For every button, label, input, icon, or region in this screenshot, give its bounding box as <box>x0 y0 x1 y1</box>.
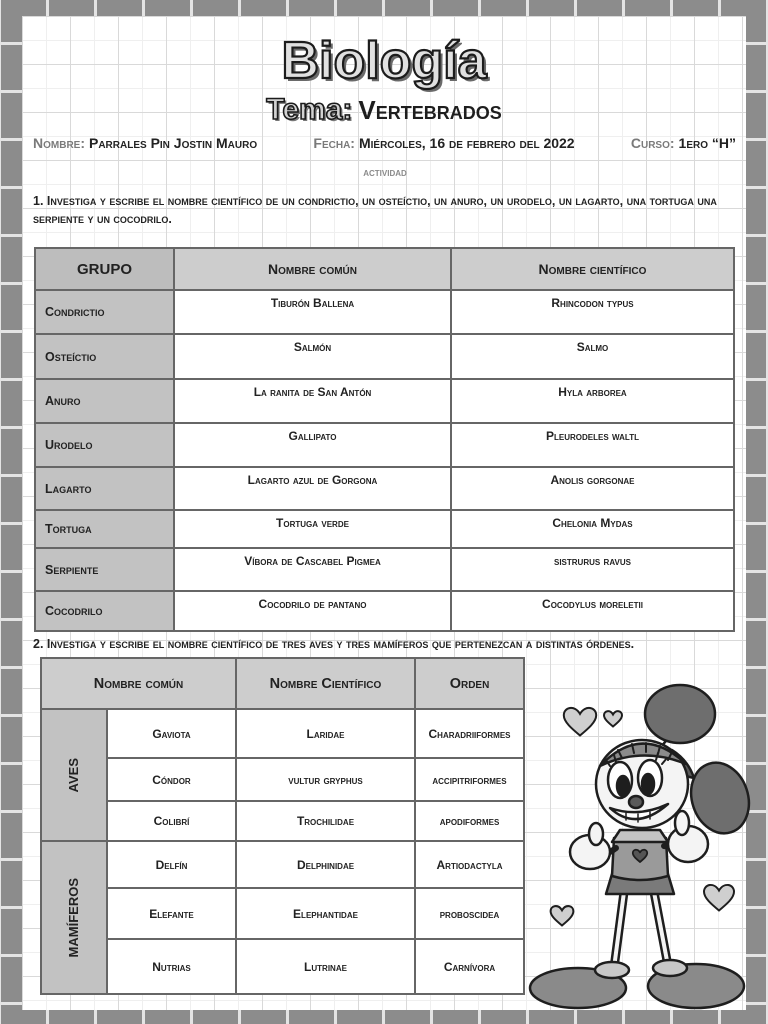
group-cell-mammals <box>41 841 107 994</box>
scientific-name-cell: Elephantidae <box>236 888 415 939</box>
table-row <box>35 510 734 548</box>
order-cell: accipitriformes <box>415 758 524 801</box>
heart-icon <box>604 711 622 726</box>
common-name-cell: Tortuga verde <box>174 510 451 548</box>
vertebrates-table <box>34 247 735 632</box>
scientific-name-cell: Chelonia Mydas <box>451 510 734 548</box>
activity-label: actividad <box>363 165 407 179</box>
topic-line <box>0 93 768 132</box>
common-name-cell: Tiburón Ballena <box>174 290 451 334</box>
group-label-mammals: MAMÍFEROS <box>66 877 81 958</box>
group-cell: Condrictio <box>35 290 174 334</box>
common-name-cell: Colibrí <box>107 801 236 841</box>
table-header-row <box>35 248 734 290</box>
table-row <box>41 939 524 994</box>
order-cell: Carnívora <box>415 939 524 994</box>
scientific-name-cell: Delphinidae <box>236 841 415 888</box>
order-cell: Charadriiformes <box>415 709 524 758</box>
header-order: Orden <box>415 658 524 709</box>
table-row <box>35 379 734 423</box>
header-scientific-name: Nombre científico <box>451 248 734 290</box>
collar <box>612 830 668 842</box>
scientific-name-cell: Salmo <box>451 334 734 379</box>
course-label: Curso: <box>630 135 675 151</box>
common-name-cell: Salmón <box>174 334 451 379</box>
name-field <box>33 133 257 153</box>
scientific-name-cell: sistrurus ravus <box>451 548 734 591</box>
cartoon-character-illustration <box>522 680 754 1016</box>
scientific-name-cell: Anolis gorgonae <box>451 467 734 510</box>
student-info-line <box>33 133 736 153</box>
scientific-name-cell: Rhincodon typus <box>451 290 734 334</box>
date-value: Miércoles, 16 de febrero del 2022 <box>358 135 575 151</box>
table-header-row <box>41 658 524 709</box>
group-cell: Cocodrilo <box>35 591 174 631</box>
left-glove-thumb <box>589 823 603 845</box>
course-field <box>631 133 736 153</box>
right-shoe-cuff <box>653 960 687 976</box>
group-label-birds: AVES <box>66 757 81 793</box>
common-name-cell: La ranita de San Antón <box>174 379 451 423</box>
common-name-cell: Gallipato <box>174 423 451 467</box>
header-group: GRUPO <box>35 248 174 290</box>
right-glove-thumb <box>675 811 689 835</box>
name-label: Nombre: <box>33 135 85 151</box>
group-cell: Urodelo <box>35 423 174 467</box>
question-1: 1. Investiga y escribe el nombre científico de un condrictio, un osteíctio, un anuro, un urodelo, un lagarto, una tortuga una serpiente y un cocodrilo. <box>33 194 717 226</box>
right-leg-fill <box>654 892 668 966</box>
scientific-name-cell: Lutrinae <box>236 939 415 994</box>
scientific-name-cell: Trochilidae <box>236 801 415 841</box>
nose <box>629 796 643 808</box>
table-row <box>35 423 734 467</box>
scientific-name-cell: Cocodylus moreletii <box>451 591 734 631</box>
table-row <box>35 591 734 631</box>
common-name-cell: Víbora de Cascabel Pigmea <box>174 548 451 591</box>
table-row <box>41 709 524 758</box>
common-name-cell: Delfín <box>107 841 236 888</box>
topic-value: Vertebrados <box>358 95 502 125</box>
heart-icon <box>551 906 574 925</box>
common-name-cell: Elefante <box>107 888 236 939</box>
common-name-cell: Nutrias <box>107 939 236 994</box>
group-cell: Serpiente <box>35 548 174 591</box>
header-common-name: Nombre común <box>174 248 451 290</box>
table-row <box>41 888 524 939</box>
table-row <box>41 841 524 888</box>
date-field <box>313 133 574 153</box>
date-label: Fecha: <box>313 135 355 151</box>
name-value: Parrales Pin Jostin Mauro <box>89 135 258 151</box>
left-shoe-cuff <box>595 962 629 978</box>
topic-label: Tema: <box>266 93 353 126</box>
group-cell-birds <box>41 709 107 841</box>
scientific-name-cell: vultur gryphus <box>236 758 415 801</box>
group-cell: Tortuga <box>35 510 174 548</box>
header-common-name: Nombre común <box>41 658 236 709</box>
cartoon-character <box>530 685 758 1008</box>
table-row <box>35 548 734 591</box>
right-pupil <box>642 774 654 794</box>
group-cell: Osteíctio <box>35 334 174 379</box>
table-row <box>35 334 734 379</box>
question-2: 2. Investiga y escribe el nombre científico de tres aves y tres mamíferos que pertenezcan a distintas órdenes. <box>33 637 635 651</box>
common-name-cell: Cóndor <box>107 758 236 801</box>
table-row <box>35 467 734 510</box>
course-value: 1ero “H” <box>678 135 736 151</box>
common-name-cell: Lagarto azul de Gorgona <box>174 467 451 510</box>
heart-icon <box>704 885 734 911</box>
common-name-cell: Gaviota <box>107 709 236 758</box>
group-cell: Anuro <box>35 379 174 423</box>
order-cell: Artiodactyla <box>415 841 524 888</box>
order-cell: proboscidea <box>415 888 524 939</box>
table-row <box>41 758 524 801</box>
scientific-name-cell: Laridae <box>236 709 415 758</box>
bow-top-lobe <box>645 685 715 743</box>
scientific-name-cell: Hyla arborea <box>451 379 734 423</box>
left-pupil <box>617 776 629 796</box>
table-row <box>35 290 734 334</box>
order-cell: apodiformes <box>415 801 524 841</box>
birds-mammals-table <box>40 657 525 995</box>
table-row <box>41 801 524 841</box>
heart-icon <box>564 708 596 736</box>
group-cell: Lagarto <box>35 467 174 510</box>
header-scientific-name: Nombre Científico <box>236 658 415 709</box>
scientific-name-cell: Pleurodeles waltl <box>451 423 734 467</box>
worksheet-title: Biología <box>281 32 487 90</box>
common-name-cell: Cocodrilo de pantano <box>174 591 451 631</box>
